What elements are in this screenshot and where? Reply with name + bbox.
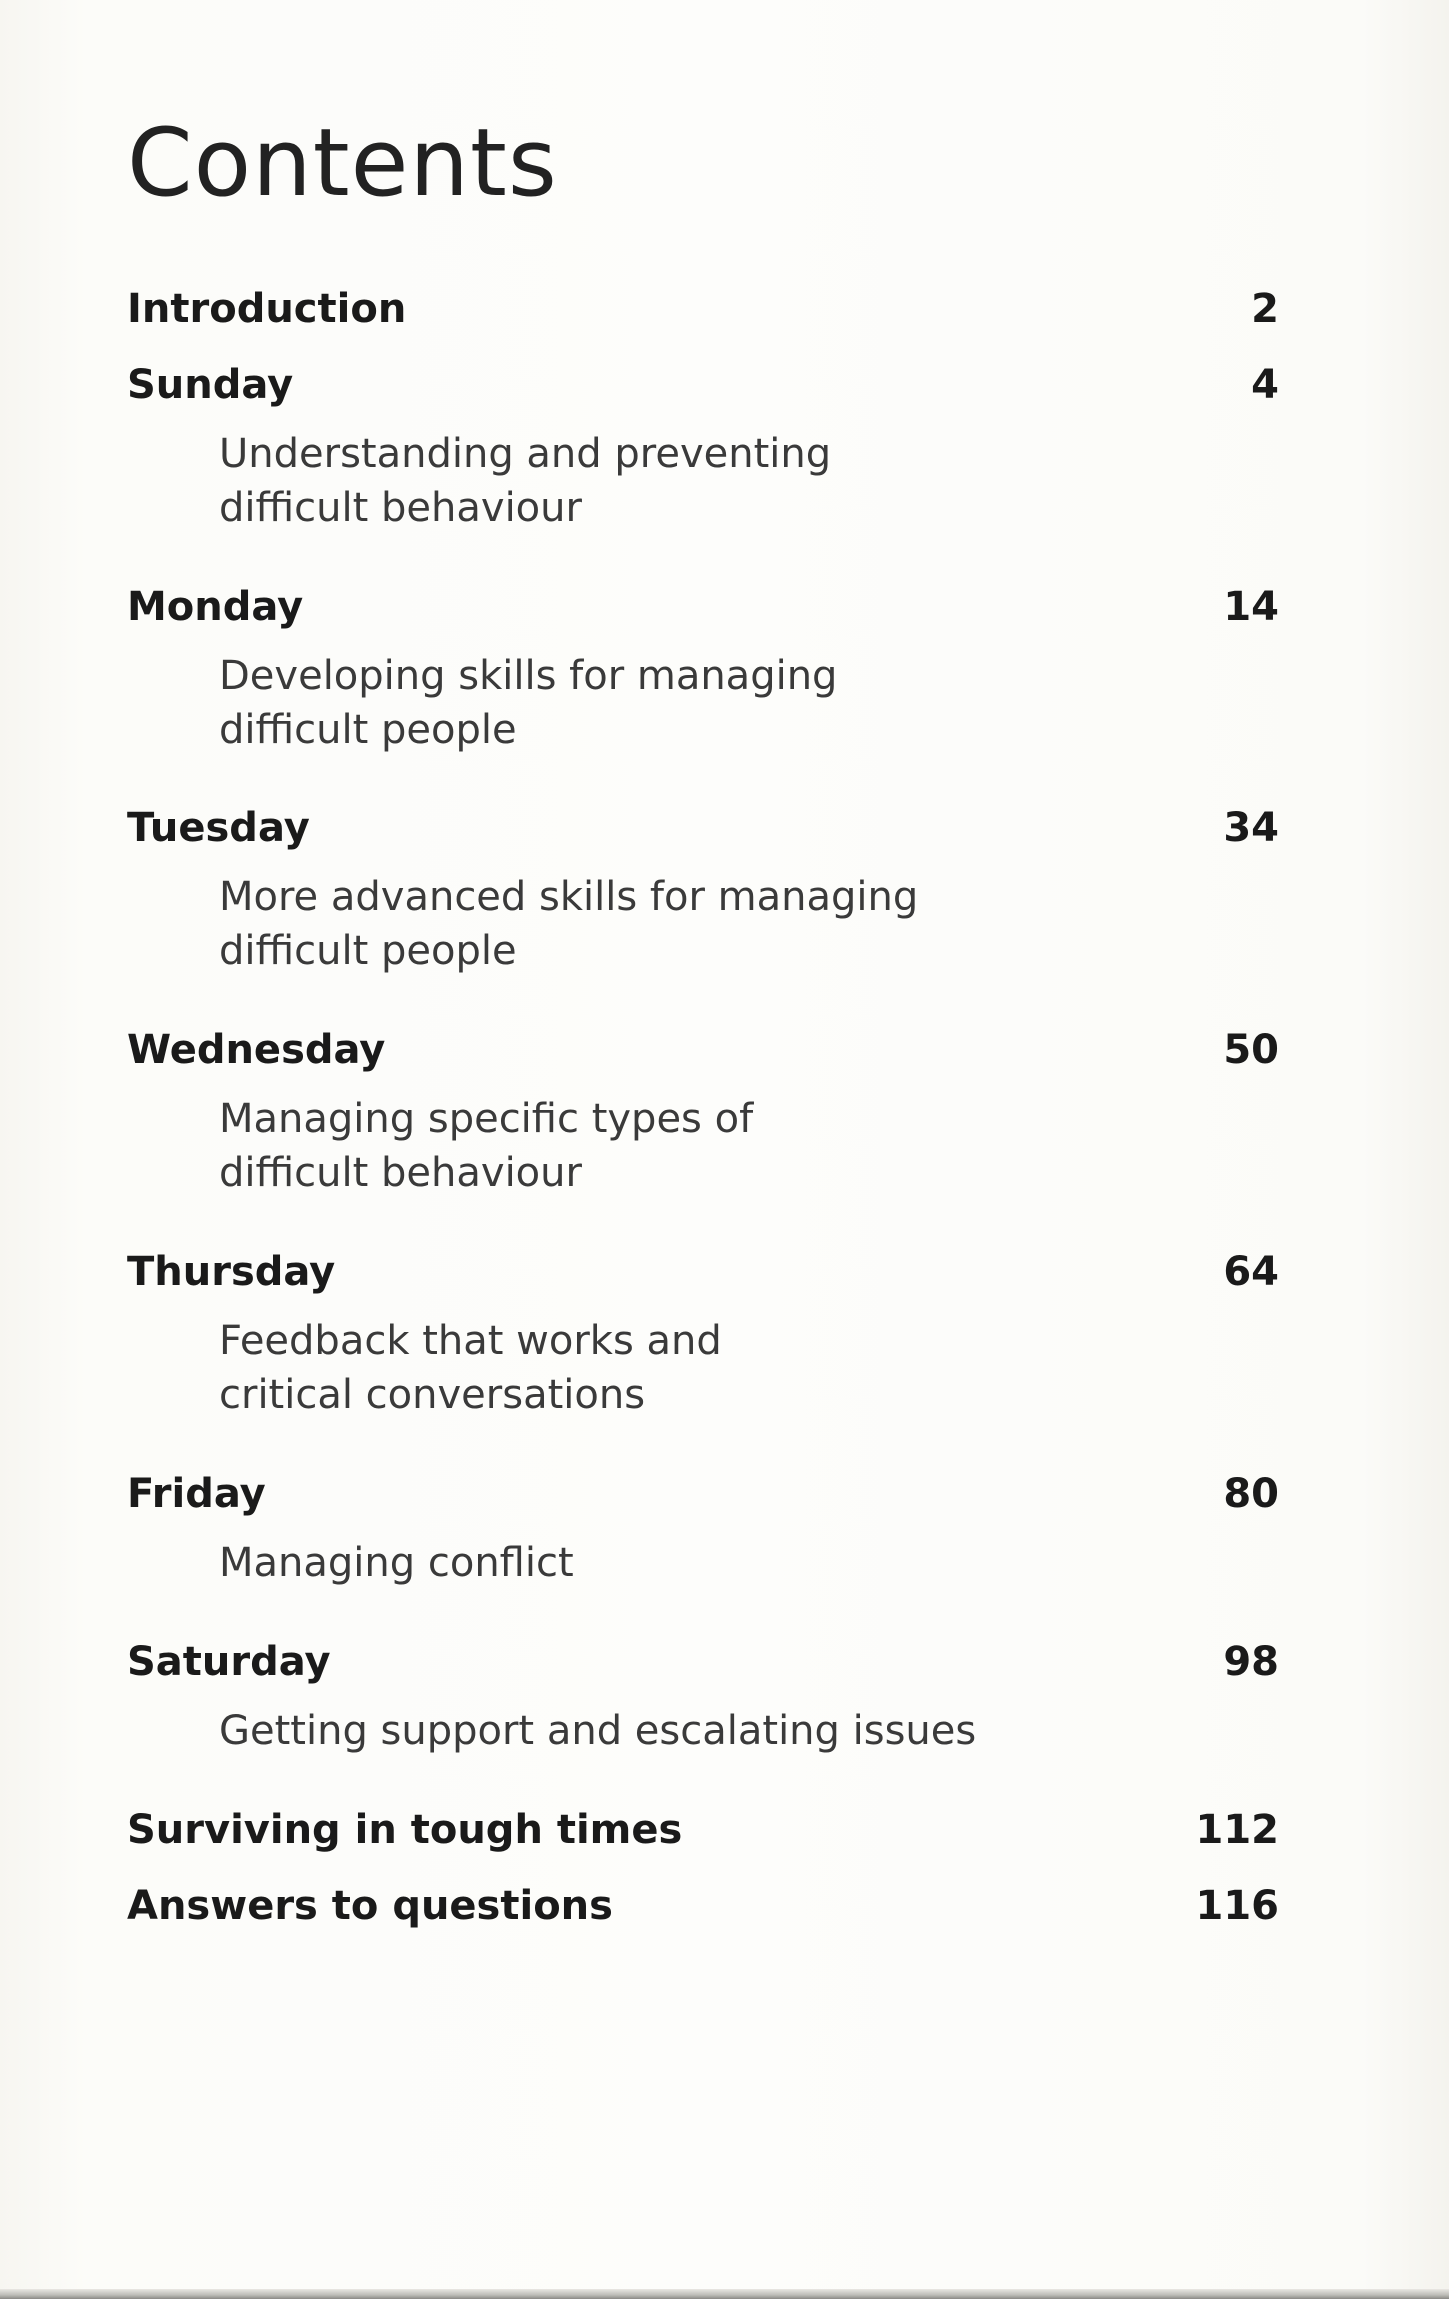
page-bottom-edge — [0, 2289, 1449, 2299]
toc-entry-subtitle: Managing conflict — [219, 1540, 574, 1586]
toc-entry-answers-to-questions — [127, 1881, 1279, 1931]
toc-entry-page-number: 4 — [1251, 362, 1279, 408]
toc-entry-thursday — [127, 1247, 1279, 1297]
toc-entry-page-number: 116 — [1195, 1883, 1279, 1929]
toc-entry-subtitle: Understanding and preventing difficult behaviour — [219, 431, 832, 531]
toc-entry-page-number: 50 — [1223, 1027, 1279, 1073]
toc-entry-title: Sunday — [127, 362, 294, 408]
page-title: Contents — [127, 109, 558, 218]
toc-entry-title: Saturday — [127, 1639, 331, 1685]
toc-entry-wednesday — [127, 1025, 1279, 1075]
toc-entry-title: Wednesday — [127, 1027, 386, 1073]
toc-entry-title: Tuesday — [127, 805, 310, 851]
toc-entry-page-number: 64 — [1223, 1249, 1279, 1295]
toc-entry-subtitle: Managing specific types of difficult behaviour — [219, 1096, 754, 1196]
toc-entry-page-number: 80 — [1223, 1471, 1279, 1517]
toc-entry-title: Surviving in tough times — [127, 1807, 683, 1853]
toc-entry-subtitle: More advanced skills for managing difficult people — [219, 874, 919, 974]
toc-entry-title: Monday — [127, 584, 304, 630]
toc-entry-introduction — [127, 284, 1279, 334]
toc-entry-surviving-in-tough-times — [127, 1805, 1279, 1855]
toc-entry-title: Thursday — [127, 1249, 336, 1295]
toc-entry-saturday — [127, 1637, 1279, 1687]
toc-entry-page-number: 98 — [1223, 1639, 1279, 1685]
toc-entry-title: Introduction — [127, 286, 407, 332]
toc-entry-page-number: 2 — [1251, 286, 1279, 332]
toc-entry-subtitle: Developing skills for managing difficult people — [219, 653, 838, 753]
toc-entry-friday — [127, 1469, 1279, 1519]
toc-entry-title: Friday — [127, 1471, 266, 1517]
toc-entry-page-number: 14 — [1223, 584, 1279, 630]
toc-entry-subtitle: Getting support and escalating issues — [219, 1708, 977, 1754]
toc-entry-tuesday — [127, 803, 1279, 853]
toc-entry-title: Answers to questions — [127, 1883, 613, 1929]
toc-entry-page-number: 34 — [1223, 805, 1279, 851]
toc-entry-subtitle: Feedback that works and critical conversations — [219, 1318, 722, 1418]
toc-entry-page-number: 112 — [1195, 1807, 1279, 1853]
toc-entry-sunday — [127, 360, 1279, 410]
toc-entry-monday — [127, 582, 1279, 632]
